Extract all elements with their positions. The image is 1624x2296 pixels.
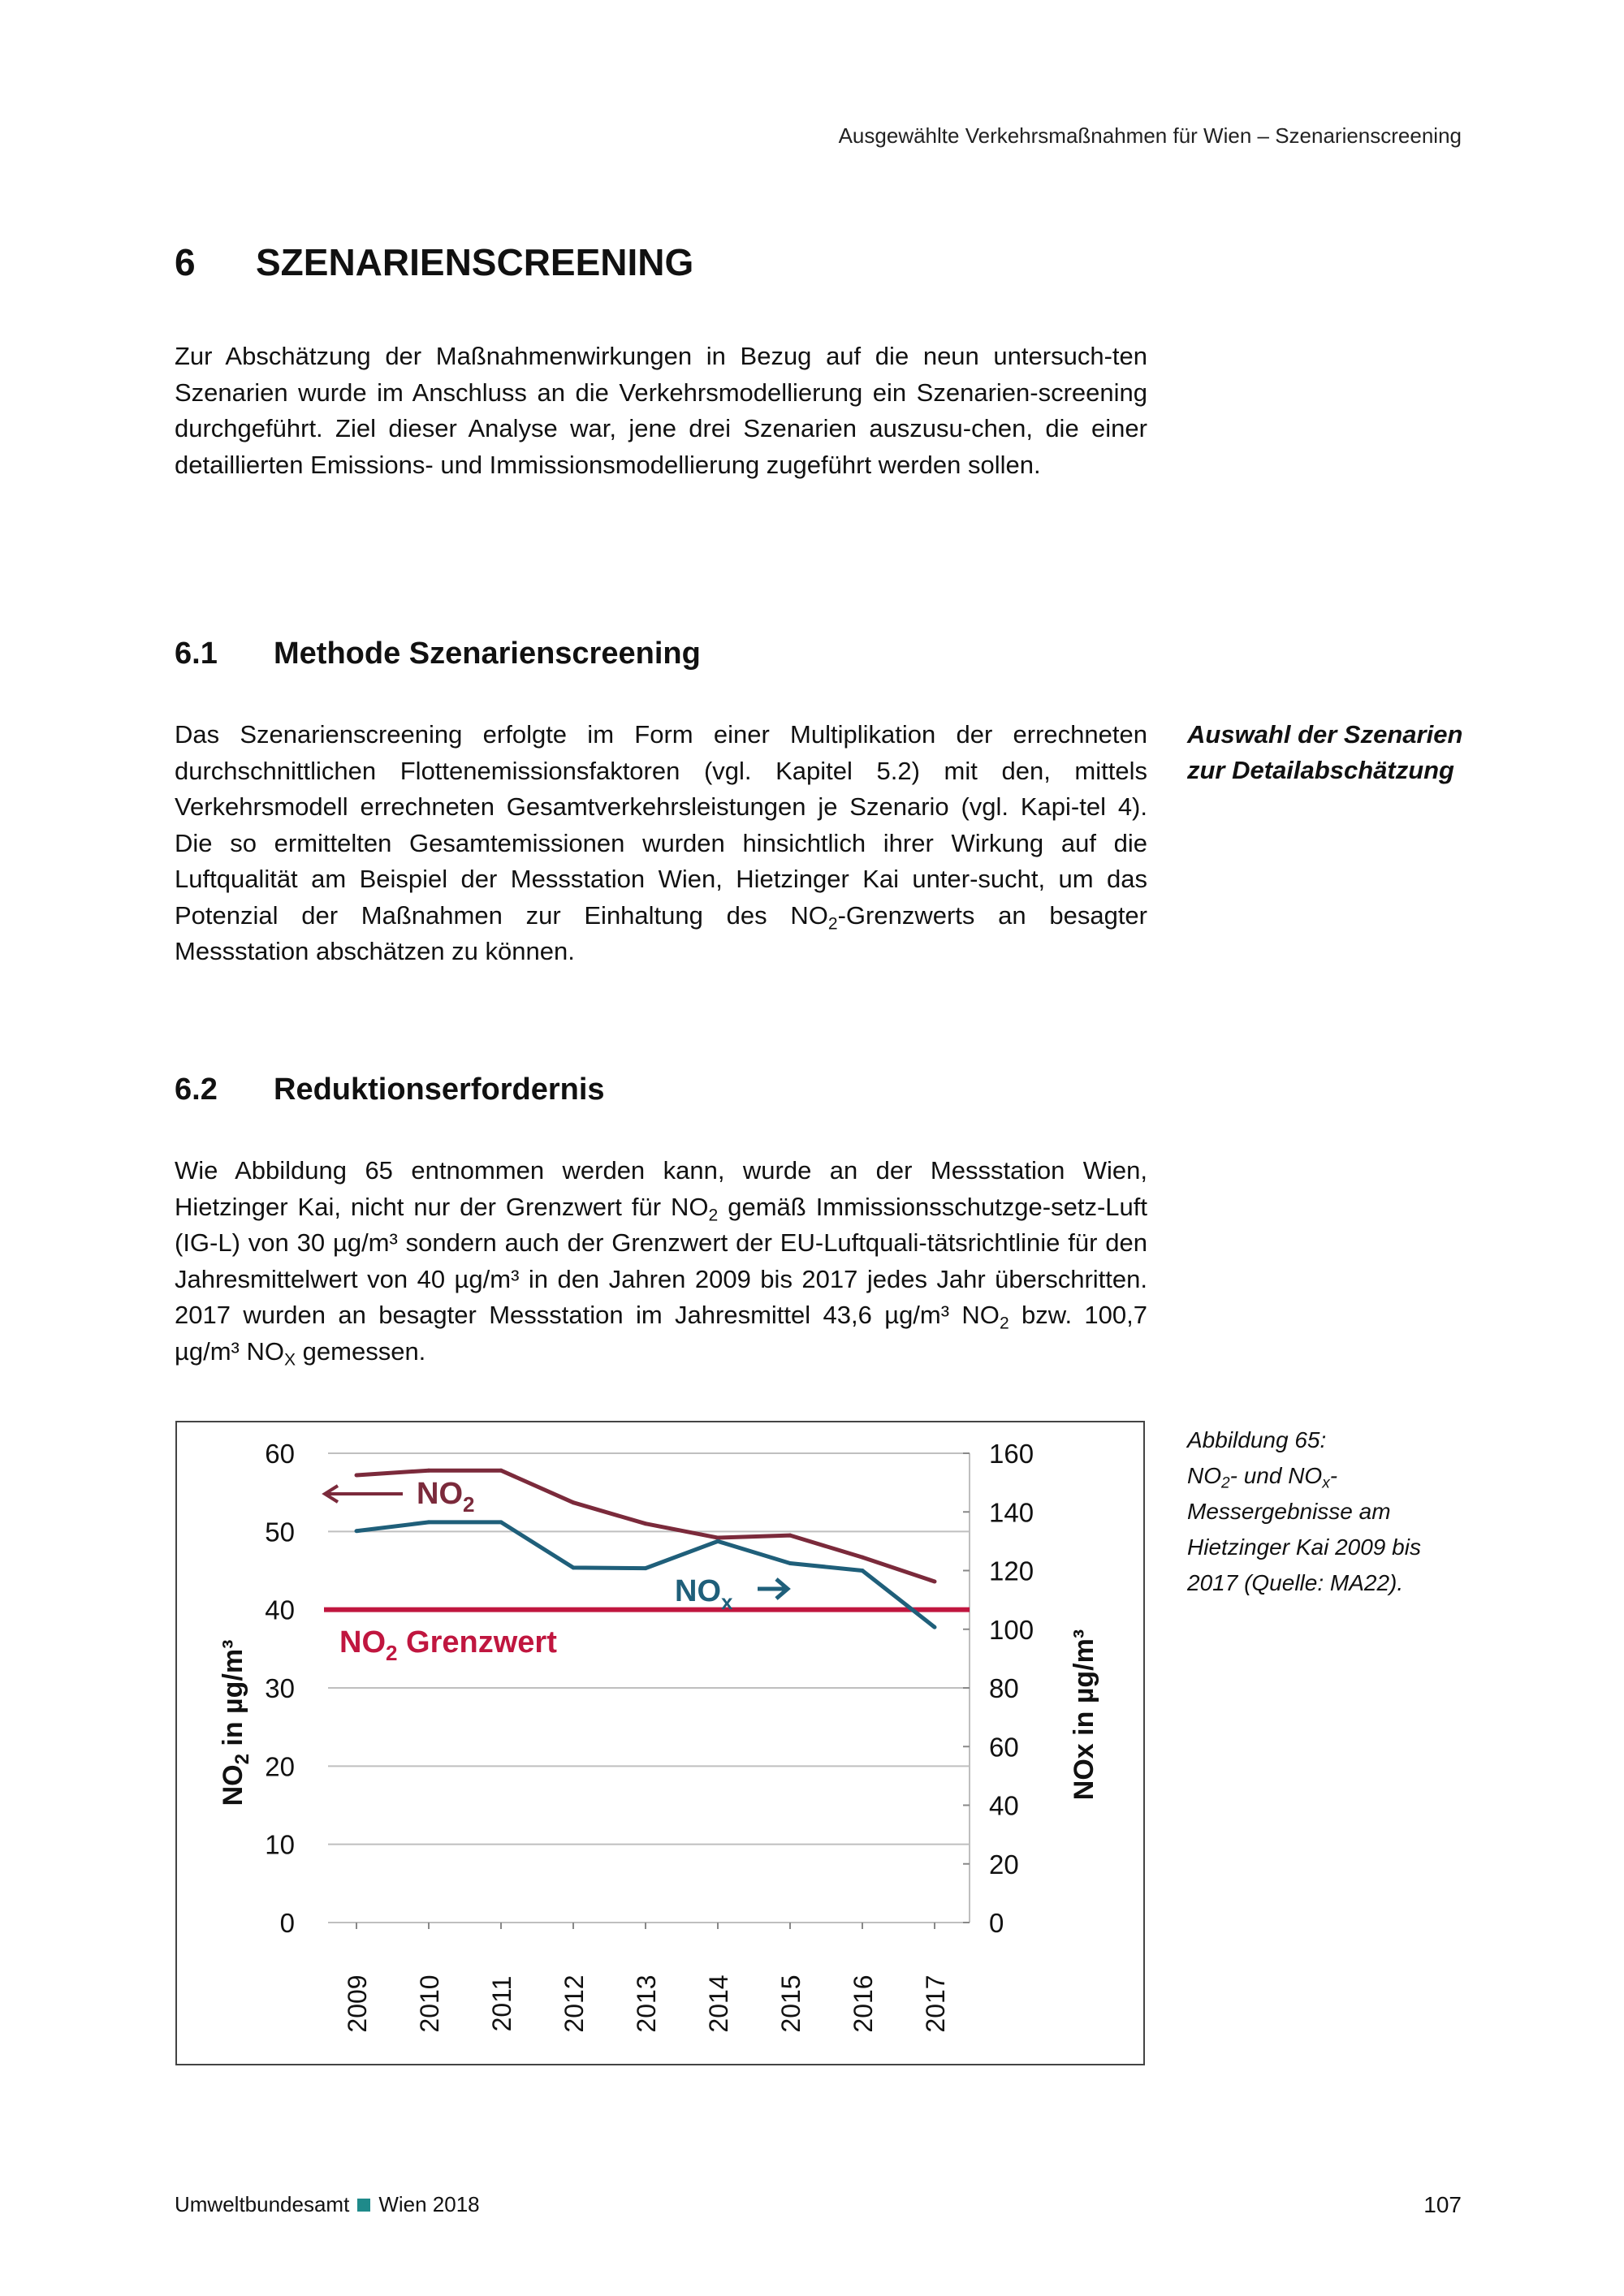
right-axis-label: NOx in µg/m³ <box>1069 1629 1099 1801</box>
caption-title: Abbildung 65: <box>1187 1427 1327 1452</box>
left-tick-label: 0 <box>279 1908 295 1938</box>
place-year: Wien 2018 <box>378 2192 480 2216</box>
text-run: gemäß Immissionsschutzge-setz-Luft (IG-L) von 30 µg/m³ sondern auch der Grenzwert der EU-Luftquali-tätsrichtlinie für den Jahresmittelwert von 40 µg/m³ in den Jahren 2009 bis 2017 jedes Jahr überschritten. 2017 wurden an besagter Messstation im Jahresmittel 43,6 µg/m³ NO <box>175 1192 1147 1329</box>
section-title: Methode Szenarienscreening <box>274 637 701 671</box>
limit-label-no: NO <box>339 1625 386 1659</box>
no2-label-sub: 2 <box>463 1492 475 1517</box>
data-point-nox <box>644 1566 648 1570</box>
limit-label-rest: Grenzwert <box>397 1625 557 1659</box>
x-tick-label: 2013 <box>632 1974 661 2033</box>
nox-label-sub: x <box>721 1590 733 1614</box>
right-tick-label: 120 <box>989 1556 1034 1586</box>
text-run: - und NO <box>1229 1463 1323 1488</box>
text-run: -Grenzwerts an besagter Messstation abschätzen zu können. <box>175 900 1147 965</box>
subscript: X <box>283 1349 296 1369</box>
text-run: Wie Abbildung 65 entnommen werden kann, wurde an der Messstation Wien, Hietzinger Kai, nicht nur der Grenzwert für NO <box>175 1156 1147 1221</box>
page-number: 107 <box>1423 2192 1462 2217</box>
no2-label: NO <box>417 1477 463 1511</box>
left-axis-label <box>218 1640 253 1806</box>
right-tick-label: 40 <box>989 1790 1019 1821</box>
section-title: Reduktionserfordernis <box>274 1072 605 1107</box>
left-tick-label: 50 <box>265 1517 295 1547</box>
footer-square-icon <box>357 2199 370 2212</box>
right-tick-label: 0 <box>989 1908 1004 1938</box>
chapter-title: SZENARIENSCREENING <box>256 241 694 283</box>
x-tick-label: 2017 <box>921 1974 950 2033</box>
data-point-nox <box>427 1520 431 1524</box>
data-point-no2 <box>572 1500 576 1504</box>
text-run: Das Szenarienscreening erfolgte im Form einer Multiplikation der errechneten durchschnittlichen Flottenemissionsfaktoren (vgl. Kapitel 5.2) mit den, mittels Verkehrsmodell errechneten Gesamtverkehrsleistungen je Szenario (vgl. Kapi-tel 4). Die so ermittelten Gesamtemissionen wurden hinsichtlich ihrer Wirkung auf die Luftqualität am Beispiel der Messstation Wien, Hietzinger Kai unter-sucht, um das Potenzial der Maßnahmen zur Einhaltung des NO <box>175 720 1147 930</box>
data-point-no2 <box>788 1534 793 1538</box>
right-tick-label: 160 <box>989 1439 1034 1469</box>
x-tick-label: 2015 <box>776 1974 806 2033</box>
caption-text <box>1187 1458 1463 1601</box>
data-point-no2 <box>861 1556 865 1560</box>
data-point-nox <box>861 1569 865 1573</box>
no2-annotation <box>325 1477 474 1517</box>
subscript: 2 <box>999 1314 1009 1333</box>
section-heading-6-2 <box>175 1072 605 1107</box>
data-point-no2 <box>716 1536 720 1540</box>
limit-label-sub: 2 <box>386 1641 398 1665</box>
chapter-number: 6 <box>175 241 196 283</box>
data-point-nox <box>933 1625 937 1629</box>
x-tick-label: 2011 <box>487 1975 516 2032</box>
right-tick-label: 60 <box>989 1732 1019 1763</box>
method-paragraph <box>175 717 1147 970</box>
x-tick-label: 2010 <box>415 1974 444 2033</box>
footer-publisher <box>175 2192 480 2217</box>
subscript: x <box>1322 1474 1330 1492</box>
right-tick-label: 20 <box>989 1849 1019 1880</box>
section-number: 6.1 <box>175 637 218 671</box>
subscript: 2 <box>1221 1474 1230 1492</box>
left-tick-label: 10 <box>265 1829 295 1860</box>
x-tick-label: 2016 <box>849 1974 878 2033</box>
reduction-paragraph <box>175 1153 1147 1370</box>
intro-paragraph: Zur Abschätzung der Maßnahmenwirkungen in Bezug auf die neun untersuch-ten Szenarien wurde im Anschluss an die Verkehrsmodellierung ein Szenarien-screening durchgeführt. Ziel dieser Analyse war, jene drei Szenarien auszusu-chen, die einer detaillierten Emissions- und Immissionsmodellierung zugeführt werden sollen. <box>175 342 1147 479</box>
data-point-nox <box>499 1520 503 1524</box>
axis-label-no: NO <box>218 1764 248 1806</box>
subscript: 2 <box>827 913 838 933</box>
data-point-no2 <box>355 1473 359 1477</box>
axis-label-sub: 2 <box>231 1754 253 1765</box>
section-number: 6.2 <box>175 1072 218 1107</box>
left-tick-label: 60 <box>265 1439 295 1469</box>
right-tick-label: 100 <box>989 1614 1034 1645</box>
chart-frame <box>175 1421 1145 2065</box>
figure-caption <box>1187 1422 1463 1601</box>
svg-text:NOx <box>675 1574 733 1614</box>
data-point-no2 <box>427 1469 431 1473</box>
left-tick-label: 30 <box>265 1673 295 1703</box>
data-point-nox <box>788 1561 793 1565</box>
text-run: gemessen. <box>296 1336 426 1366</box>
publisher-name: Umweltbundesamt <box>175 2192 350 2216</box>
data-point-nox <box>716 1539 720 1543</box>
data-point-no2 <box>499 1469 503 1473</box>
text-run: bzw. 100,7 µg/m³ NO <box>175 1301 1148 1366</box>
left-tick-label: 20 <box>265 1751 295 1782</box>
left-tick-label: 40 <box>265 1595 295 1625</box>
no2-nox-chart <box>177 1422 1143 2064</box>
text-run: NO <box>1187 1463 1221 1488</box>
right-tick-label: 140 <box>989 1497 1034 1528</box>
right-tick-label: 80 <box>989 1673 1019 1703</box>
text-run: -Messergebnisse am Hietzinger Kai 2009 bis 2017 (Quelle: MA22). <box>1187 1463 1421 1595</box>
section-heading-6-1 <box>175 637 701 671</box>
data-point-nox <box>572 1565 576 1569</box>
x-tick-label: 2009 <box>343 1974 372 2033</box>
svg-text:NO2 <box>417 1477 474 1517</box>
nox-label: NO <box>675 1574 721 1608</box>
data-point-no2 <box>644 1521 648 1526</box>
limit-label <box>339 1625 557 1665</box>
chapter-heading <box>175 240 693 284</box>
running-header: Ausgewählte Verkehrsmaßnahmen für Wien – Szenarienscreening <box>838 123 1462 148</box>
data-point-nox <box>355 1529 359 1533</box>
axis-label-post: in µg/m³ <box>218 1639 248 1754</box>
x-tick-label: 2014 <box>704 1974 733 2033</box>
data-point-no2 <box>933 1579 937 1583</box>
subscript: 2 <box>708 1205 719 1224</box>
x-tick-label: 2012 <box>559 1974 589 2033</box>
margin-note: Auswahl der Szenarien zur Detailabschätzung <box>1187 720 1463 784</box>
